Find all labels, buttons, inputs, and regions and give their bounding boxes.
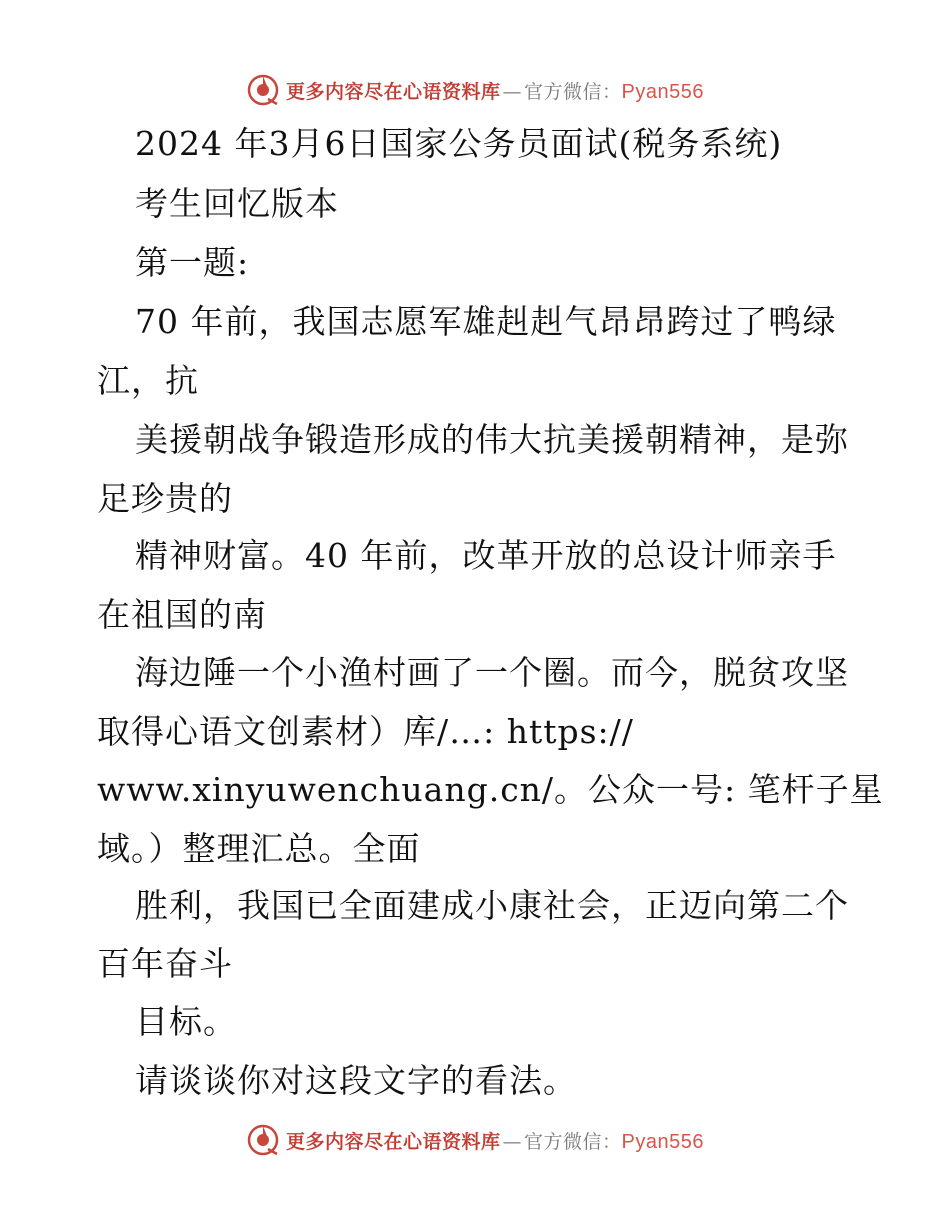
paragraph-line: 精神财富。40 年前，改革开放的总设计师亲手 — [135, 536, 837, 575]
watermark-text — [286, 1127, 704, 1154]
doc-title: 2024 年3月6日国家公务员面试(税务系统) — [135, 124, 783, 163]
paragraph-line: 江，抗 — [97, 361, 199, 400]
watermark-official: 官方微信： — [524, 80, 622, 103]
watermark-official: 官方微信： — [524, 1130, 622, 1153]
paragraph-line: 70 年前，我国志愿军雄赳赳气昂昂跨过了鸭绿 — [135, 302, 837, 341]
paragraph-line: 在祖国的南 — [97, 595, 267, 634]
paragraph-line: 美援朝战争锻造形成的伟大抗美援朝精神，是弥 — [135, 420, 849, 459]
footer-watermark — [0, 1120, 950, 1160]
paragraph-line: www.xinyuwenchuang.cn/。公众一号: 笔杆子星 — [97, 770, 884, 809]
watermark-text — [286, 77, 704, 104]
header-watermark — [0, 70, 950, 110]
question-heading: 第一题: — [135, 243, 250, 282]
paragraph-line: 胜利，我国已全面建成小康社会，正迈向第二个 — [135, 886, 849, 925]
watermark-main: 更多内容尽在心语资料库 — [286, 80, 501, 103]
watermark-wechat-id: Pyan556 — [621, 1130, 704, 1153]
watermark-separator: — — [502, 80, 523, 103]
paragraph-line: 海边陲一个小渔村画了一个圈。而今，脱贫攻坚 — [135, 653, 849, 692]
question-prompt: 请谈谈你对这段文字的看法。 — [135, 1061, 577, 1100]
doc-subtitle: 考生回忆版本 — [135, 184, 339, 223]
watermark-main: 更多内容尽在心语资料库 — [286, 1130, 501, 1153]
paragraph-line: 域。）整理汇总。全面 — [97, 829, 421, 868]
watermark-separator: — — [502, 1130, 523, 1153]
paragraph-line: 目标。 — [135, 1002, 237, 1041]
paragraph-line: 取得心语文创素材）库/…: https:// — [97, 712, 634, 751]
seal-logo-icon — [246, 1123, 280, 1157]
seal-logo-icon — [246, 73, 280, 107]
paragraph-line: 足珍贵的 — [97, 479, 233, 518]
paragraph-line: 百年奋斗 — [97, 944, 233, 983]
watermark-wechat-id: Pyan556 — [621, 80, 704, 103]
